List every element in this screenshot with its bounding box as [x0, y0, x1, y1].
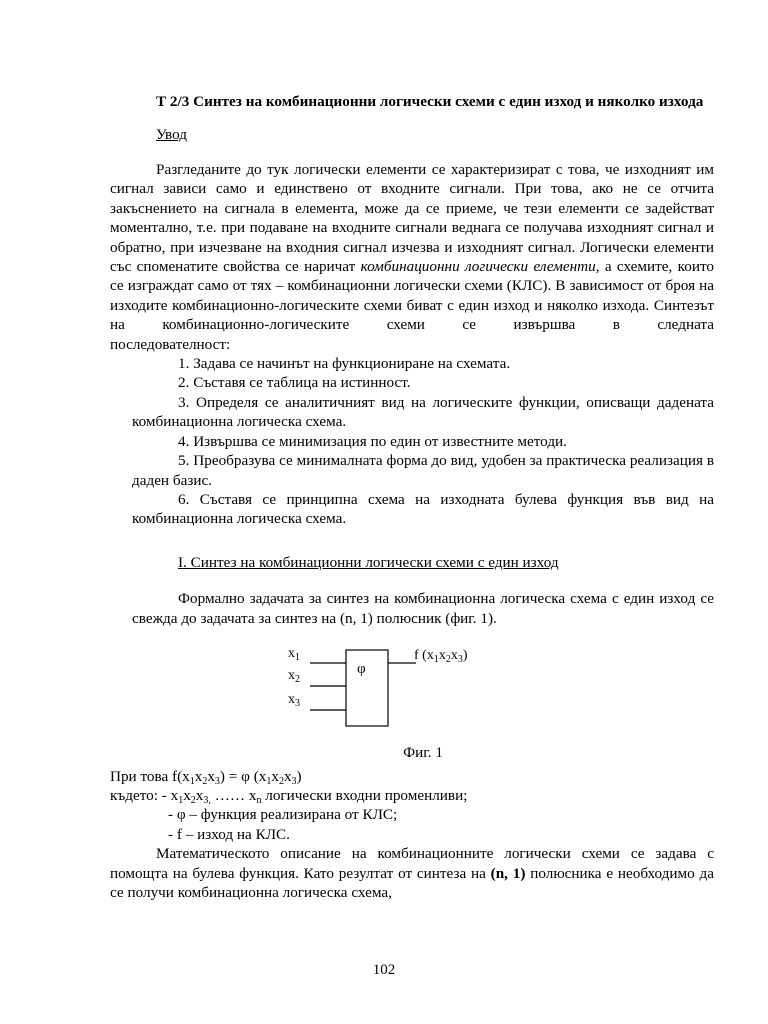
math-paragraph: Математическото описание на комбинационните логически схеми се задава с помощта на булева функция. Като резултат от синтеза на (n, 1) полюсника е необходимо да се получи комбинационна логическа схема, — [110, 845, 714, 901]
step-item: 5. Преобразува се минималната форма до вид, удобен за практическа реализация в даден базис. — [132, 452, 714, 489]
intro-paragraph — [110, 160, 714, 335]
input-label-x1: $x_1$ — [288, 646, 300, 664]
section1-paragraph: Формално задачата за синтез на комбинационна логическа схема с един изход се свежда до задачата за синтез на (n, 1) полюсник (фиг. 1). — [132, 590, 714, 627]
where-line: където: - $x_1x_2x_{3,}$ …… $x_n$ логически входни променливи; — [110, 786, 468, 806]
input-label-x2: $x_2$ — [288, 668, 300, 686]
figure-caption: Фиг. 1 — [403, 744, 443, 762]
step-item: 6. Съставя се принципна схема на изходната булева функция във вид на комбинационна логическа схема. — [132, 490, 714, 528]
section1-heading: I. Синтез на комбинационни логически схеми с един изход — [178, 553, 559, 571]
intro-text-main: Разгледаните до тук логически елементи се характеризират с това, че изходният им сигнал зависи само и единствено от входните сигнали. При това, ако не се отчита закъснението на сигнала в елемента, може да се приеме, че тези елементи се задействат моментално, т.е. при подаване на входните сигнали веднага се получава изходният сигнал и обратно, при изчезване на входния сигнал изчезва и изходният сигнал. Логически елементи със споменатите свойства се наричат — [110, 161, 714, 276]
figure-1 — [110, 643, 714, 743]
intro-text-rest: , а схемите, които се изграждат само от тях – комбинационни логически схеми (КЛС). В зависимост от броя на изходите комбинационно-логическите схеми биват с един изход и няколко изхода. Синтезът на комбинационно-логическите схеми се извършва в следната — [110, 258, 715, 334]
document-page — [110, 92, 714, 902]
bullet-phi: - φ – функция реализирана от КЛС; — [168, 806, 398, 824]
input-label-x3: $x_3$ — [288, 692, 300, 710]
page-number: 102 — [372, 962, 396, 978]
step-item: 3. Определя се аналитичният вид на логическите функции, описващи дадената комбинационна логическа схема. — [132, 393, 714, 431]
math-bold: (n, 1) — [490, 864, 526, 882]
intro-paragraph-end: последователност: — [110, 335, 231, 353]
block-phi-label: φ — [357, 661, 366, 678]
formula-line: При това $f(x_1x_2x_3) = \varphi$ $(x_1x_2x_3)$ — [110, 767, 302, 787]
step-item: 2. Съставя се таблица на истинност. — [178, 374, 411, 392]
intro-heading: Увод — [156, 126, 187, 144]
logic-block — [346, 650, 388, 726]
step-item: 1. Задава се начинът на функциониране на схемата. — [178, 355, 511, 373]
block-diagram — [110, 643, 714, 743]
step-item: 4. Извършва се минимизация по един от известните методи. — [178, 432, 567, 450]
bullet-f: - f – изход на КЛС. — [168, 825, 290, 843]
page-title: Т 2/3 Синтез на комбинационни логически схеми с един изход и няколко изхода — [156, 93, 704, 110]
steps-list — [110, 354, 714, 529]
output-label: f $(x_1x_2x_3)$ — [414, 648, 468, 666]
intro-italic-term: комбинационни логически елементи — [360, 258, 596, 276]
